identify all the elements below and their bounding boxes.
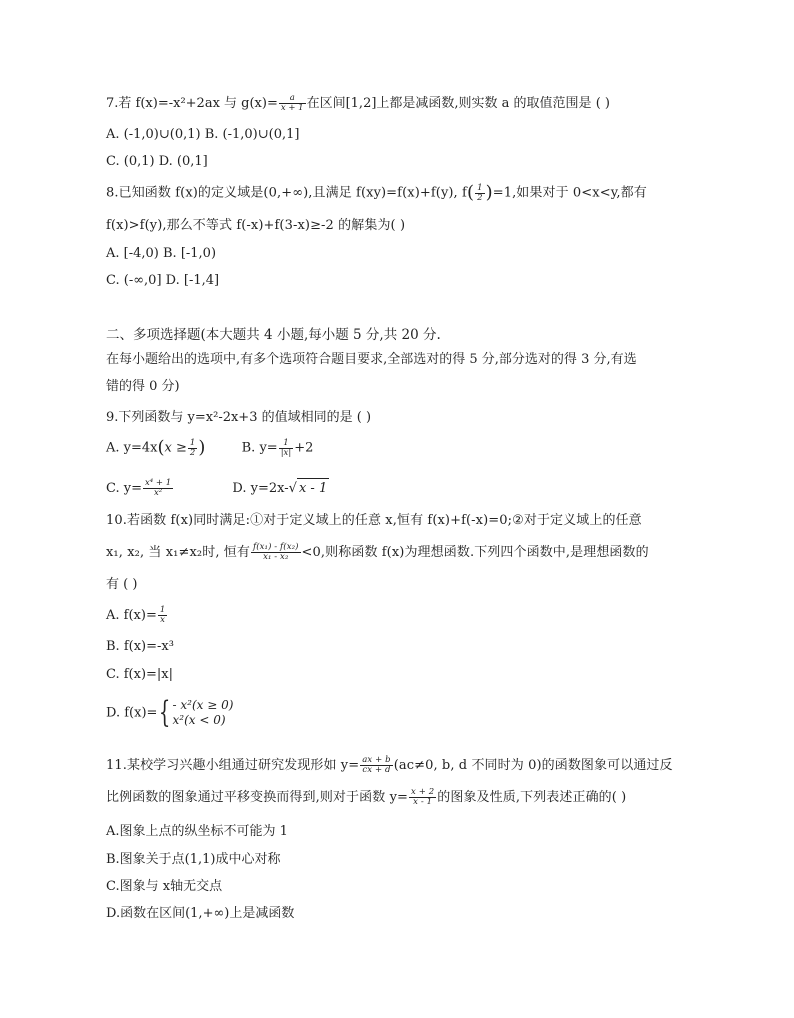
section2-instructions-line1: 在每小题给出的选项中,有多个选项符合题目要求,全部选对的得 5 分,部分选对的得 3 分,有选 bbox=[106, 352, 637, 367]
q9-stem: 9.下列函数与 y=x²-2x+3 的值域相同的是 ( ) bbox=[106, 410, 372, 425]
section2-instructions-line2: 错的得 0 分) bbox=[106, 379, 180, 394]
q10-fraction: $\frac{\text{f(x₁) - f(x₂)}}{\text{x₁ - x₂}}$ bbox=[253, 542, 299, 562]
section2-heading: 二、多项选择题(本大题共 4 小题,每小题 5 分,共 20 分. bbox=[106, 327, 441, 343]
q10-stem-line1: 10.若函数 f(x)同时满足:①对于定义域上的任意 x,恒有 f(x)+f(-x)=0;②对于定义域上的任意 bbox=[106, 513, 642, 528]
q8-stem-line1: 8.已知函数 f(x)的定义域是(0,+∞),且满足 f(xy)=f(x)+f(y), f( $\frac{1}{2}$ )=1,如果对于 0<x<y,都有 bbox=[106, 182, 647, 203]
q11-stem-line1: 11.某校学习兴趣小组通过研究发现形如 y= $\frac{ax + b}{cx + d}$ (ac≠0, b, d 不同时为 0)的函数图象可以通过反 bbox=[106, 755, 673, 775]
q10-stem-line3: 有 ( ) bbox=[106, 577, 138, 592]
q11-option-c: C.图象与 x轴无交点 bbox=[106, 879, 223, 894]
q7-options-row1: A. (-1,0)∪(0,1) B. (-1,0)∪(0,1] bbox=[106, 127, 300, 142]
q8-options-row1: A. [-4,0) B. [-1,0) bbox=[106, 246, 217, 261]
q8-stem-line2: f(x)>f(y),那么不等式 f(-x)+f(3-x)≥-2 的解集为( ) bbox=[106, 218, 406, 233]
q11-option-b: B.图象关于点(1,1)成中心对称 bbox=[106, 852, 281, 867]
q9-options-row2: C. y= $\frac{\text{x⁴ + 1}}{\text{x²}}$ D. y=2x-√ x - 1 bbox=[106, 478, 328, 498]
q11-stem-line2: 比例函数的图象通过平移变换而得到,则对于函数 y= $\frac{x + 2}{x - 1}$ 的图象及性质,下列表述正确的( ) bbox=[106, 787, 627, 807]
q10-stem-line2: x₁, x₂, 当 x₁≠x₂时, 恒有 $\frac{\text{f(x₁) - f(x₂)}}{\text{x₁ - x₂}}$ <0,则称函数 f(x)为理想函数.下列四个函数中,是理想函数的 bbox=[106, 542, 649, 562]
q10-option-b: B. f(x)=-x³ bbox=[106, 639, 174, 654]
q11-option-a: A.图象上点的纵坐标不可能为 1 bbox=[106, 824, 288, 839]
q7-options-row2: C. (0,1) D. (0,1] bbox=[106, 154, 208, 169]
q9-options-row1: A. y=4x(x ≥ $\frac{1}{2}$ ) B. y= $\frac{1}{|x|}$ +2 bbox=[106, 437, 314, 458]
q10-option-d: D. f(x)={ - x²(x ≥ 0) x²(x < 0) bbox=[106, 695, 234, 730]
q7-fraction: $\frac{a}{x + 1}$ bbox=[280, 93, 304, 113]
q11-option-d: D.函数在区间(1,+∞)上是减函数 bbox=[106, 906, 295, 921]
q8-options-row2: C. (-∞,0] D. [-1,4] bbox=[106, 273, 220, 288]
q10-option-a: A. f(x)= $\frac{1}{x}$ bbox=[106, 605, 166, 625]
q8-half-fraction: $\frac{1}{2}$ bbox=[477, 182, 483, 203]
q10-option-c: C. f(x)=|x| bbox=[106, 667, 174, 682]
q7-stem: 7.若 f(x)=-x²+2ax 与 g(x)= $\frac{a}{x + 1}$ 在区间[1,2]上都是减函数,则实数 a 的取值范围是 ( ) bbox=[106, 93, 610, 113]
